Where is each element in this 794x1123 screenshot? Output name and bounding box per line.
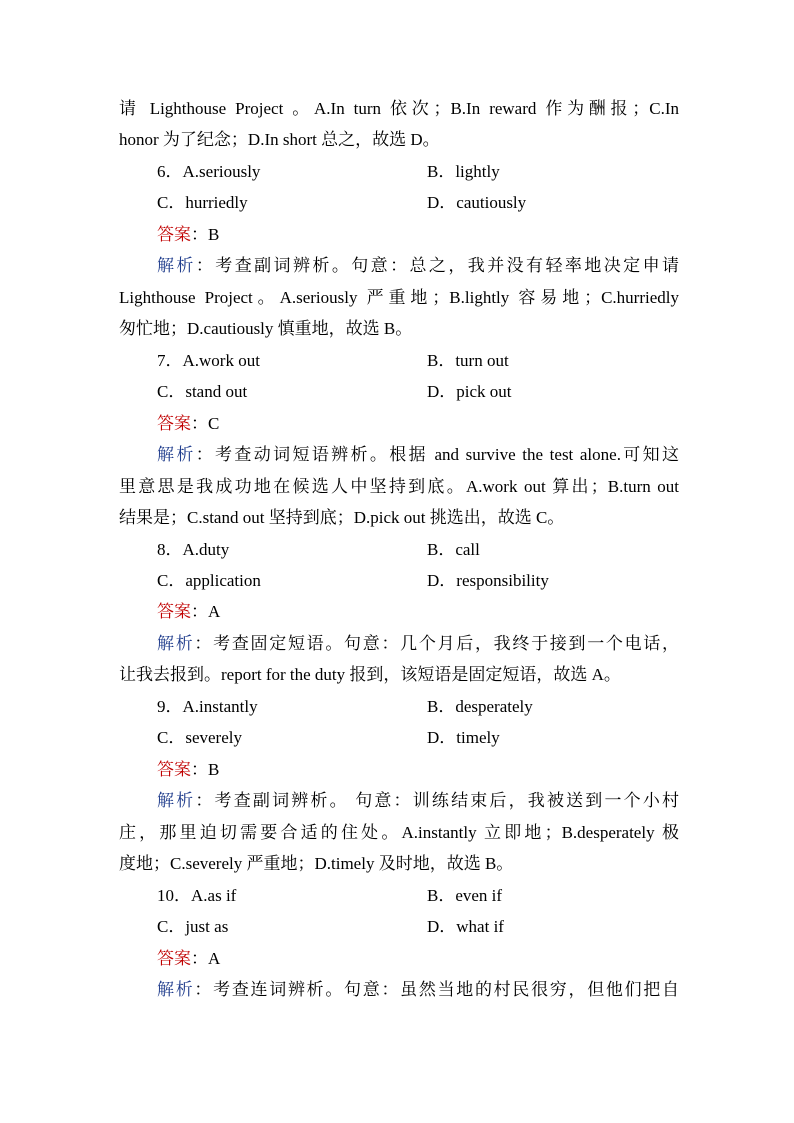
analysis-label: 解析 — [157, 445, 196, 464]
text-line: honor 为了纪念；D.In short 总之，故选 D。 — [119, 130, 440, 149]
analysis-text: ：考查固定短语。句意：几个月后，我终于接到一个电话， — [194, 634, 680, 653]
answer-line — [157, 754, 679, 785]
analysis-text: ：考查动词短语辨析。根据 and survive the test alone.可知这 — [195, 445, 680, 464]
analysis-text: ：考查副词辨析。 句意：训练结束后，我被送到一个小村 — [195, 791, 680, 810]
answer-line — [157, 943, 679, 974]
answer-value: ：B — [191, 760, 220, 779]
analysis-line: 匆忙地；D.cautiously 慎重地，故选 B。 — [119, 319, 413, 338]
answer-value: ：A — [191, 602, 221, 621]
option-a: 10．A.as if — [157, 886, 237, 905]
option-d: D．cautiously — [427, 193, 527, 212]
option-c: C．application — [157, 571, 261, 590]
analysis-label: 解析 — [157, 980, 195, 999]
option-c: C．stand out — [157, 382, 248, 401]
answer-label: 答案 — [157, 602, 191, 621]
option-c: C．severely — [157, 728, 242, 747]
answer-line — [157, 408, 679, 439]
analysis-line — [157, 439, 679, 470]
analysis-line: 结果是；C.stand out 坚持到底；D.pick out 挑选出，故选 C。 — [119, 508, 565, 527]
option-d: D．pick out — [427, 382, 512, 401]
analysis-text: ：考查连词辨析。句意：虽然当地的村民很穷，但他们把自 — [194, 980, 680, 999]
option-b: B．turn out — [427, 351, 509, 370]
analysis-label: 解析 — [157, 634, 195, 653]
analysis-line: 庄，那里迫切需要合适的住处。A.instantly 立即地；B.desperately 极 — [119, 823, 679, 842]
option-c: C．hurriedly — [157, 193, 248, 212]
analysis-label: 解析 — [157, 256, 196, 275]
answer-line — [157, 219, 679, 250]
analysis-line: 里意思是我成功地在候选人中坚持到底。A.work out 算出；B.turn out — [119, 477, 679, 496]
option-d: D．what if — [427, 917, 504, 936]
analysis-line — [157, 628, 679, 659]
option-c: C．just as — [157, 917, 229, 936]
answer-label: 答案 — [157, 414, 191, 433]
option-a: 7．A.work out — [157, 351, 260, 370]
analysis-line: Lighthouse Project。A.seriously 严重地；B.lightly 容易地；C.hurriedly — [119, 288, 679, 307]
option-d: D．timely — [427, 728, 500, 747]
analysis-text: ：考查副词辨析。句意：总之，我并没有轻率地决定申请 — [195, 256, 680, 275]
option-d: D．responsibility — [427, 571, 549, 590]
option-b: B．lightly — [427, 162, 500, 181]
analysis-line — [157, 974, 679, 1005]
option-b: B．even if — [427, 886, 503, 905]
answer-value: ：C — [191, 414, 220, 433]
answer-label: 答案 — [157, 225, 191, 244]
option-b: B．desperately — [427, 697, 533, 716]
analysis-line: 让我去报到。report for the duty 报到，该短语是固定短语，故选 A。 — [119, 665, 621, 684]
answer-line — [157, 596, 679, 627]
analysis-line — [157, 785, 679, 816]
analysis-line — [157, 250, 679, 281]
answer-label: 答案 — [157, 949, 191, 968]
option-a: 8．A.duty — [157, 540, 230, 559]
answer-value: ：A — [191, 949, 221, 968]
text-line: 请 Lighthouse Project 。A.In turn 依次；B.In reward 作为酬报；C.In — [119, 99, 679, 118]
option-a: 6．A.seriously — [157, 162, 261, 181]
answer-value: ：B — [191, 225, 220, 244]
answer-label: 答案 — [157, 760, 191, 779]
analysis-line: 度地；C.severely 严重地；D.timely 及时地，故选 B。 — [119, 854, 514, 873]
analysis-label: 解析 — [157, 791, 196, 810]
option-a: 9．A.instantly — [157, 697, 258, 716]
option-b: B．call — [427, 540, 480, 559]
